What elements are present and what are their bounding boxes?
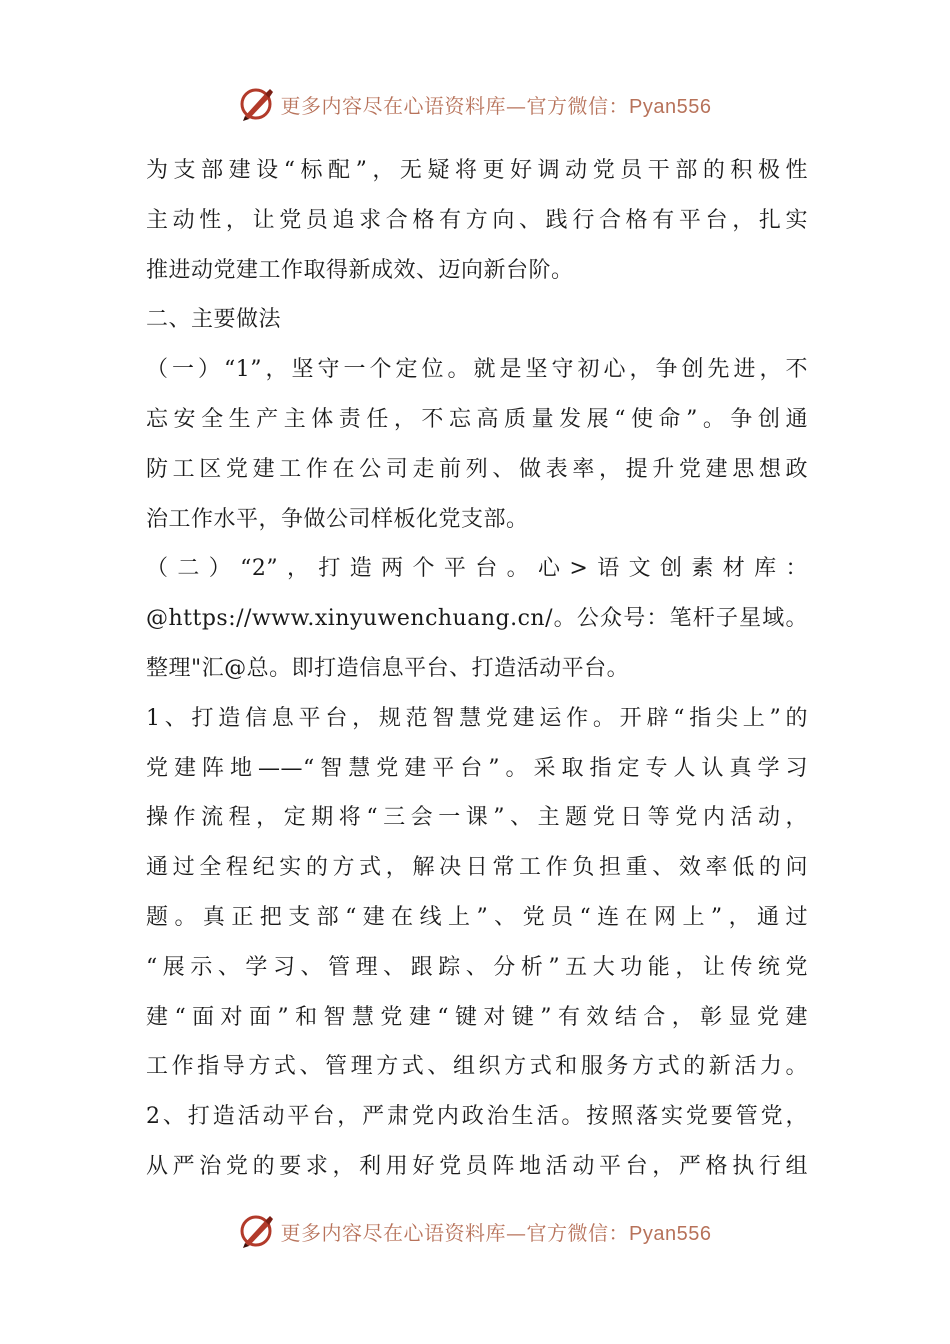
- header-banner: [0, 84, 950, 124]
- text-line: 忘安全生产主体责任，不忘高质量发展“使命”。争创通: [146, 406, 808, 432]
- text-line: 从严治党的要求，利用好党员阵地活动平台，严格执行组: [146, 1153, 808, 1179]
- text-line: 工作指导方式、管理方式、组织方式和服务方式的新活力。: [146, 1054, 808, 1080]
- text-line: 通过全程纪实的方式，解决日常工作负担重、效率低的问: [146, 855, 808, 881]
- pen-logo-icon: [239, 1213, 275, 1249]
- banner-main-text: 更多内容尽在心语资料库—官方微信：: [280, 93, 630, 118]
- text-line: 推进动党建工作取得新成效、迈向新台阶。: [146, 257, 574, 283]
- text-line: （二）“2”，打造两个平台。心>语文创素材库：: [146, 556, 808, 582]
- banner-text: [281, 1217, 712, 1246]
- text-line: @https://www.xinyuwenchuang.cn/。公众号：笔杆子星域。: [146, 606, 808, 632]
- text-line: 为支部建设“标配”，无疑将更好调动党员干部的积极性: [146, 158, 808, 183]
- footer-banner: [0, 1211, 950, 1251]
- text-line: 党建阵地——“智慧党建平台”。采取指定专人认真学习: [146, 755, 808, 781]
- text-line: “展示、学习、管理、跟踪、分析”五大功能，让传统党: [146, 954, 808, 980]
- banner-text: [281, 90, 712, 119]
- text-line: 操作流程，定期将“三会一课”、主题党日等党内活动，: [146, 805, 808, 831]
- text-line: 整理"汇@总。即打造信息平台、打造活动平台。: [146, 655, 630, 681]
- banner-main-text: 更多内容尽在心语资料库—官方微信：: [280, 1220, 630, 1245]
- text-line: 2、打造活动平台，严肃党内政治生活。按照落实党要管党，: [146, 1104, 808, 1130]
- document-body: [146, 146, 808, 1192]
- pen-logo-icon: [239, 86, 275, 122]
- text-line: 主动性，让党员追求合格有方向、践行合格有平台，扎实: [146, 207, 808, 233]
- text-line: （一）“1”，坚守一个定位。就是坚守初心，争创先进，不: [146, 357, 808, 383]
- text-line: 1、打造信息平台，规范智慧党建运作。开辟“指尖上”的: [146, 705, 808, 731]
- text-line: 建“面对面”和智慧党建“键对键”有效结合，彰显党建: [146, 1004, 808, 1030]
- text-line: 治工作水平，争做公司样板化党支部。: [146, 506, 529, 532]
- banner-wechat-id: Pyan556: [629, 1222, 712, 1245]
- banner-wechat-id: Pyan556: [629, 95, 712, 118]
- text-line: 二、主要做法: [146, 307, 282, 333]
- text-line: 题。真正把支部“建在线上”、党员“连在网上”，通过: [146, 904, 808, 930]
- text-line: 防工区党建工作在公司走前列、做表率，提升党建思想政: [146, 456, 808, 482]
